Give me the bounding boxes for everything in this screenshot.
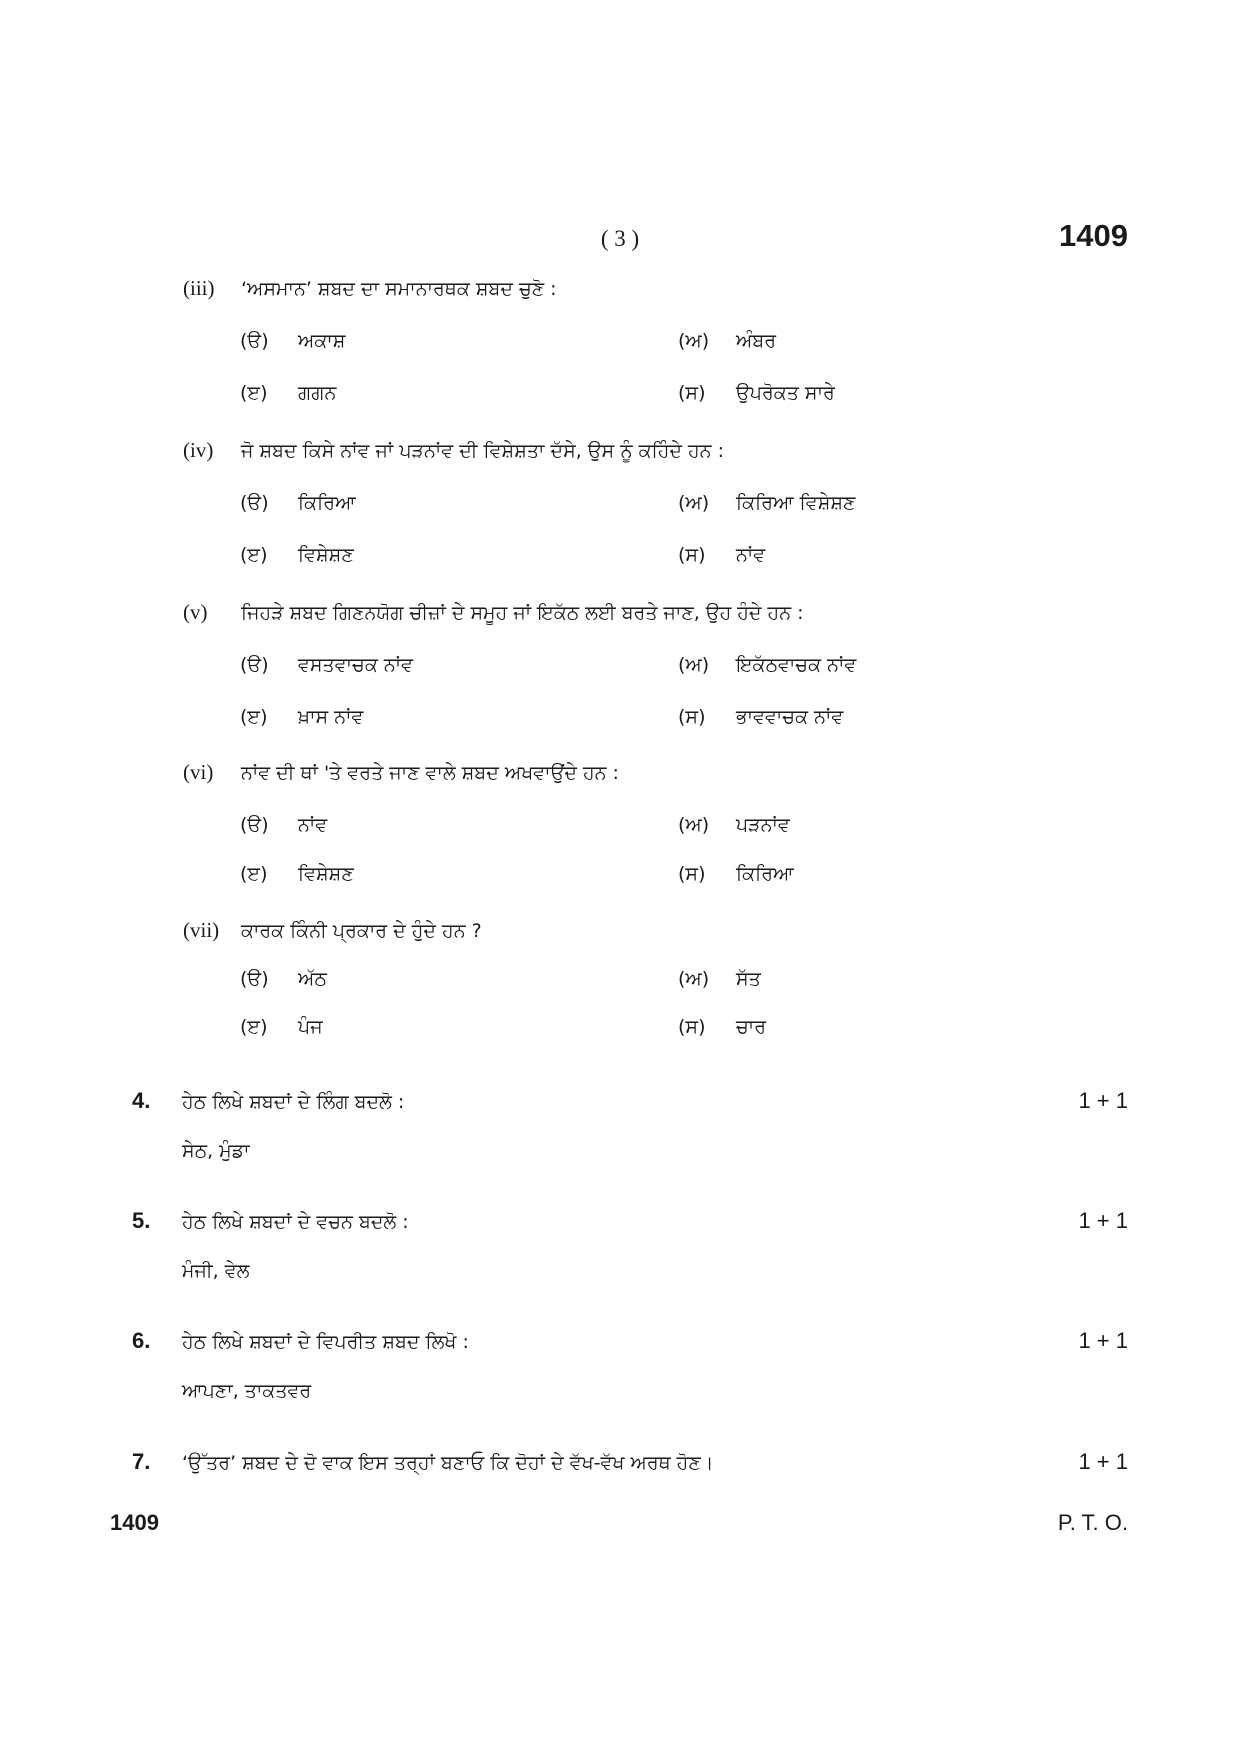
question-words: ਆਪਣਾ, ਤਾਕਤਵਰ xyxy=(182,1380,312,1402)
paper-code-bottom: 1409 xyxy=(110,1510,159,1535)
mcq-roman: (v) xyxy=(183,600,208,624)
question-5 xyxy=(132,1208,409,1234)
question-number: 4. xyxy=(132,1088,151,1113)
marks: 1 + 1 xyxy=(1078,1208,1128,1233)
paper-code-top: 1409 xyxy=(1059,218,1128,253)
option: (ਸ) ਉਪਰੋਕਤ ਸਾਰੇ xyxy=(678,382,835,404)
option: (ਅ) ਸੱਤ xyxy=(678,968,761,990)
question-text: ‘ਉੱਤਰ’ ਸ਼ਬਦ ਦੇ ਦੋ ਵਾਕ ਇਸ ਤਰ੍ਹਾਂ ਬਣਾਓ ਕਿ ਦੋਹਾਂ ਦੇ ਵੱਖ-ਵੱਖ ਅਰਥ ਹੋਣ। xyxy=(182,1452,714,1474)
option: (ੳ) ਅੱਠ xyxy=(240,968,327,990)
mcq-text: ‘ਅਸਮਾਨ’ ਸ਼ਬਦ ਦਾ ਸਮਾਨਾਰਥਕ ਸ਼ਬਦ ਚੁਣੋ : xyxy=(241,278,557,300)
mcq-text: ਨਾਂਵ ਦੀ ਥਾਂ 'ਤੇ ਵਰਤੇ ਜਾਣ ਵਾਲੇ ਸ਼ਬਦ ਅਖਵਾਉਂਦੇ ਹਨ : xyxy=(241,762,619,784)
question-number: 5. xyxy=(132,1208,151,1233)
option: (ੳ) ਨਾਂਵ xyxy=(240,814,328,836)
option: (ੲ) ਵਿਸ਼ੇਸ਼ਣ xyxy=(240,544,354,566)
option: (ੲ) ਖ਼ਾਸ ਨਾਂਵ xyxy=(240,706,364,728)
question-words: ਮੰਜੀ, ਵੇਲ xyxy=(182,1260,250,1282)
mcq-roman: (iv) xyxy=(183,438,214,462)
mcq-text: ਕਾਰਕ ਕਿੰਨੀ ਪ੍ਰਕਾਰ ਦੇ ਹੁੰਦੇ ਹਨ ? xyxy=(241,920,482,942)
mcq-roman: (vii) xyxy=(183,918,220,942)
option: (ੲ) ਪੰਜ xyxy=(240,1016,323,1038)
mcq-question-iii xyxy=(183,276,557,301)
mcq-roman: (iii) xyxy=(183,276,215,300)
mcq-roman: (vi) xyxy=(183,760,214,784)
mcq-question-vi xyxy=(183,760,619,785)
question-number: 7. xyxy=(132,1449,151,1474)
mcq-text: ਜਿਹੜੇ ਸ਼ਬਦ ਗਿਣਨਯੋਗ ਚੀਜ਼ਾਂ ਦੇ ਸਮੂਹ ਜਾਂ ਇਕੱਠ ਲਈ ਬਰਤੇ ਜਾਣ, ਉਹ ਹੰਦੇ ਹਨ : xyxy=(241,602,804,624)
option: (ਸ) ਭਾਵਵਾਚਕ ਨਾਂਵ xyxy=(678,706,844,728)
option: (ਸ) ਨਾਂਵ xyxy=(678,544,766,566)
mcq-text: ਜੋ ਸ਼ਬਦ ਕਿਸੇ ਨਾਂਵ ਜਾਂ ਪੜਨਾਂਵ ਦੀ ਵਿਸ਼ੇਸ਼ਤਾ ਦੱਸੇ, ਉਸ ਨੂੰ ਕਹਿੰਦੇ ਹਨ : xyxy=(241,440,724,462)
question-number: 6. xyxy=(132,1328,151,1353)
mcq-question-vii xyxy=(183,918,482,943)
pto-label: P. T. O. xyxy=(1057,1510,1128,1535)
mcq-question-v xyxy=(183,600,804,625)
option: (ੲ) ਗਗਨ xyxy=(240,382,337,404)
marks: 1 + 1 xyxy=(1078,1088,1128,1113)
option: (ਅ) ਪੜਨਾਂਵ xyxy=(678,814,790,836)
option: (ੳ) ਕਿਰਿਆ xyxy=(240,492,356,514)
option: (ਸ) ਕਿਰਿਆ xyxy=(678,863,794,885)
option: (ੲ) ਵਿਸ਼ੇਸ਼ਣ xyxy=(240,863,354,885)
option: (ਅ) ਇਕੱਠਵਾਚਕ ਨਾਂਵ xyxy=(678,654,857,676)
question-text: ਹੇਠ ਲਿਖੇ ਸ਼ਬਦਾਂ ਦੇ ਵਚਨ ਬਦਲੋ : xyxy=(182,1211,409,1233)
mcq-question-iv xyxy=(183,438,724,463)
question-6 xyxy=(132,1328,469,1354)
question-4 xyxy=(132,1088,404,1114)
question-text: ਹੇਠ ਲਿਖੇ ਸ਼ਬਦਾਂ ਦੇ ਵਿਪਰੀਤ ਸ਼ਬਦ ਲਿਖੋ : xyxy=(182,1331,469,1353)
question-text: ਹੇਠ ਲਿਖੇ ਸ਼ਬਦਾਂ ਦੇ ਲਿੰਗ ਬਦਲੋ : xyxy=(182,1091,405,1113)
option: (ੳ) ਵਸਤਵਾਚਕ ਨਾਂਵ xyxy=(240,654,413,676)
page-number: ( 3 ) xyxy=(600,226,640,251)
question-7 xyxy=(132,1449,714,1475)
marks: 1 + 1 xyxy=(1078,1328,1128,1353)
question-words: ਸੇਠ, ਮੁੰਡਾ xyxy=(182,1140,250,1162)
option: (ਅ) ਅੰਬਰ xyxy=(678,330,776,352)
marks: 1 + 1 xyxy=(1078,1449,1128,1474)
option: (ਸ) ਚਾਰ xyxy=(678,1016,767,1038)
option: (ਅ) ਕਿਰਿਆ ਵਿਸ਼ੇਸ਼ਣ xyxy=(678,492,856,514)
option: (ੳ) ਅਕਾਸ਼ xyxy=(240,330,346,352)
